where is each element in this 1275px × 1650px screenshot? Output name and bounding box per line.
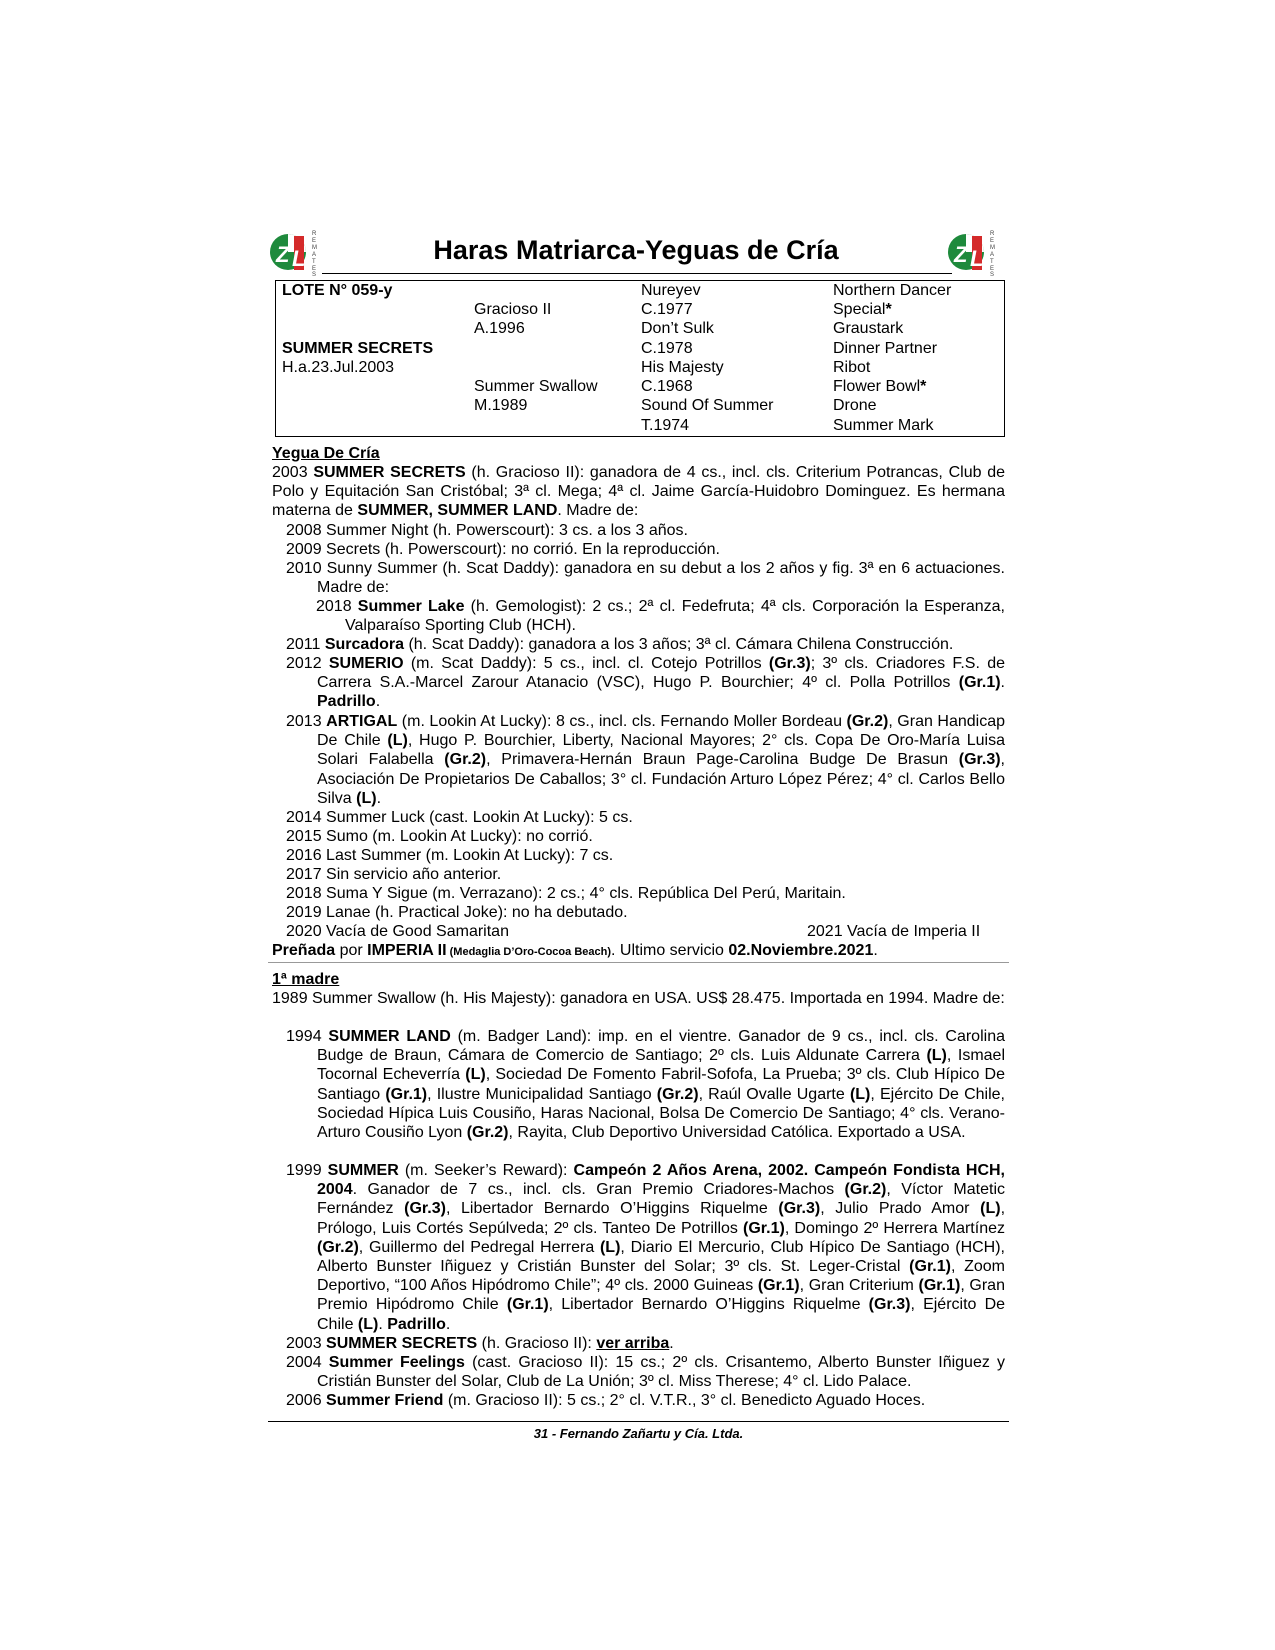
offspring-entry: 2010 Sunny Summer (h. Scat Daddy): ganadora en su debut a los 2 años y fig. 3ª en 6 actuaciones. Madre de: — [286, 560, 1005, 597]
madre-intro: 1989 Summer Swallow (h. His Majesty): ganadora en USA. US$ 28.475. Importada en 1994. Madre de: — [272, 990, 1005, 1007]
see-above-link[interactable]: ver arriba — [596, 1335, 670, 1352]
offspring-entry: 2015 Sumo (m. Lookin At Lucky): no corrió. — [286, 828, 593, 845]
title-underline — [322, 273, 952, 274]
section-heading-madre: 1ª madre — [272, 971, 340, 988]
gen4-cell: Special* — [833, 301, 892, 318]
section-heading-yegua: Yegua De Cría — [272, 445, 380, 462]
offspring-entry: 2014 Summer Luck (cast. Lookin At Lucky): 5 cs. — [286, 809, 633, 826]
offspring-entry: 1999 SUMMER (m. Seeker’s Reward): Campeón 2 Años Arena, 2002. Campeón Fondista HCH, 2004. Ganador de 7 cs., incl. cls. Gran Premio Criadores-Machos (Gr.2), Víctor Matetic Fernández (Gr.3), Libertador Bernardo O’Higgins Riquelme (Gr.3), Julio Prado Amor (L), Prólogo, Luis Cortés Sepúlveda; 2º cls. Tanteo De Potrillos (Gr.1), Domingo 2º Herrera Martínez (Gr.2), Guillermo del Pedregal Herrera (L), Diario El Mercurio, Club Hípico De Santiago (HCH), Alberto Bunster Iñiguez y Cristián Bunster del Solar; 3º cls. St. Leger-Cristal (Gr.1), Zoom Deportivo, “100 Años Hipódromo Chile”; 4º cls. 2000 Guineas (Gr.1), Gran Criterium (Gr.1), Gran Premio Hipódromo Chile (Gr.1), Libertador Bernardo O’Higgins Riquelme (Gr.3), Ejército De Chile (L). Padrillo. — [286, 1162, 1006, 1333]
svg-text:REMATES: R E M A T E S — [990, 231, 995, 276]
offspring-entry: 2021 Vacía de Imperia II — [807, 923, 981, 940]
page-footer: 31 - Fernando Zañartu y Cía. Ltda. — [533, 1426, 744, 1441]
grand-offspring-entry: 2018 Summer Lake (h. Gemologist): 2 cs.; 2ª cl. Fedefruta; 4ª cls. Corporación la Esperanza, Valparaíso Sporting Club (HCH). — [316, 598, 1005, 635]
pedigree-table — [275, 280, 1005, 437]
offspring-entry: 2012 SUMERIO (m. Scat Daddy): 5 cs., incl. cl. Cotejo Potrillos (Gr.3); 3º cls. Criadores F.S. de Carrera S.A.-Marcel Zarour Atanacio (VSC), Hugo P. Bourchier; 4º cl. Polla Potrillos (Gr.1). Padrillo. — [286, 655, 1005, 711]
sire-info: A.1996 — [474, 320, 525, 337]
svg-text:Z: Z — [954, 242, 968, 267]
offspring-entry: 2017 Sin servicio año anterior. — [286, 866, 502, 883]
offspring-entry: 2016 Last Summer (m. Lookin At Lucky): 7 cs. — [286, 847, 614, 864]
dam-name: Summer Swallow — [474, 378, 598, 395]
page-title: Haras Matriarca-Yeguas de Cría — [433, 235, 839, 265]
offspring-entry: 2003 SUMMER SECRETS (h. Gracioso II): ver arriba. — [286, 1335, 674, 1352]
gen3-cell: C.1977 — [641, 301, 693, 318]
yegua-intro: 2003 SUMMER SECRETS (h. Gracioso II): ganadora de 4 cs., incl. cls. Criterium Potrancas, Club de Polo y Equitación San Cristóbal; 3ª cl. Mega; 4ª cl. Jaime García-Huidobro Dominguez. Es hermana materna de SUMMER, SUMMER LAND. Madre de: — [272, 464, 1005, 520]
offspring-entry: 2018 Suma Y Sigue (m. Verrazano): 2 cs.; 4° cls. República Del Perú, Maritain. — [286, 885, 846, 902]
svg-text:REMATES: R E M A T E S — [312, 231, 317, 276]
gen3-cell: C.1978 — [641, 340, 693, 357]
footer-rule — [268, 1421, 1009, 1422]
zl-remates-logo-right — [946, 228, 1004, 276]
zl-remates-logo-left — [268, 228, 326, 276]
gen3-cell: His Majesty — [641, 359, 724, 376]
lot-number: LOTE N° 059-y — [282, 282, 393, 299]
gen4-cell: Graustark — [833, 320, 904, 337]
gen4-cell: Northern Dancer — [833, 282, 952, 299]
gen3-cell: Nureyev — [641, 282, 701, 299]
gen3-cell: C.1968 — [641, 378, 693, 395]
dam-info: M.1989 — [474, 397, 528, 414]
gen4-cell: Dinner Partner — [833, 340, 938, 357]
svg-text:L: L — [292, 246, 306, 271]
sire-name: Gracioso II — [474, 301, 552, 318]
service-status: Preñada por IMPERIA II (Medaglia D’Oro-Cocoa Beach). Ultimo servicio 02.Noviembre.2021. — [272, 942, 878, 959]
gen3-cell: T.1974 — [641, 417, 690, 434]
horse-birth: H.a.23.Jul.2003 — [282, 359, 395, 376]
offspring-entry: 2013 ARTIGAL (m. Lookin At Lucky): 8 cs., incl. cls. Fernando Moller Bordeau (Gr.2), Gran Handicap De Chile (L), Hugo P. Bourchier, Liberty, Nacional Mayores; 2° cls. Copa De Oro-María Luisa Solari Falabella (Gr.2), Primavera-Hernán Braun Page-Carolina Budge De Brasun (Gr.3), Asociación De Propietarios De Caballos; 3° cl. Fundación Arturo López Pérez; 4° cl. Carlos Bello Silva (L). — [286, 713, 1005, 807]
offspring-entry: 2006 Summer Friend (m. Gracioso II): 5 cs.; 2° cl. V.T.R., 3° cl. Benedicto Aguado Hoces. — [286, 1392, 926, 1409]
gen3-cell: Don’t Sulk — [641, 320, 714, 337]
offspring-entry: 2008 Summer Night (h. Powerscourt): 3 cs. a los 3 años. — [286, 522, 688, 539]
gen4-cell: Flower Bowl* — [833, 378, 927, 395]
offspring-entry: 2004 Summer Feelings (cast. Gracioso II): 15 cs.; 2º cls. Crisantemo, Alberto Bunster Iñiguez y Cristián Bunster del Solar, Club de La Unión; 3º cl. Miss Therese; 4° cl. Lido Palace. — [286, 1354, 1006, 1391]
svg-text:Z: Z — [276, 242, 290, 267]
gen4-cell: Drone — [833, 397, 877, 414]
offspring-entry: 2009 Secrets (h. Powerscourt): no corrió. En la reproducción. — [286, 541, 720, 558]
gen4-cell: Summer Mark — [833, 417, 934, 434]
offspring-entry: 2019 Lanae (h. Practical Joke): no ha debutado. — [286, 904, 628, 921]
offspring-entry: 2020 Vacía de Good Samaritan — [286, 923, 509, 940]
gen4-cell: Ribot — [833, 359, 871, 376]
section-divider — [268, 962, 1009, 963]
offspring-entry: 2011 Surcadora (h. Scat Daddy): ganadora a los 3 años; 3ª cl. Cámara Chilena Construcción. — [286, 636, 954, 653]
horse-name: SUMMER SECRETS — [282, 340, 434, 357]
gen3-cell: Sound Of Summer — [641, 397, 774, 414]
offspring-entry: 1994 SUMMER LAND (m. Badger Land): imp. en el vientre. Ganador de 9 cs., incl. cls. Carolina Budge de Braun, Cámara de Comercio de Santiago; 2º cls. Luis Aldunate Carrera (L), Ismael Tocornal Echeverría (L), Sociedad De Fomento Fabril-Sofofa, La Prueba; 3º cls. Club Hípico De Santiago (Gr.1), Ilustre Municipalidad Santiago (Gr.2), Raúl Ovalle Ugarte (L), Ejército De Chile, Sociedad Hípica Luis Cousiño, Haras Nacional, Bolsa De Comercio De Santiago; 4° cls. Verano-Arturo Cousiño Lyon (Gr.2), Rayita, Club Deportivo Universidad Católica. Exportado a USA. — [286, 1028, 1006, 1142]
svg-text:L: L — [970, 246, 984, 271]
